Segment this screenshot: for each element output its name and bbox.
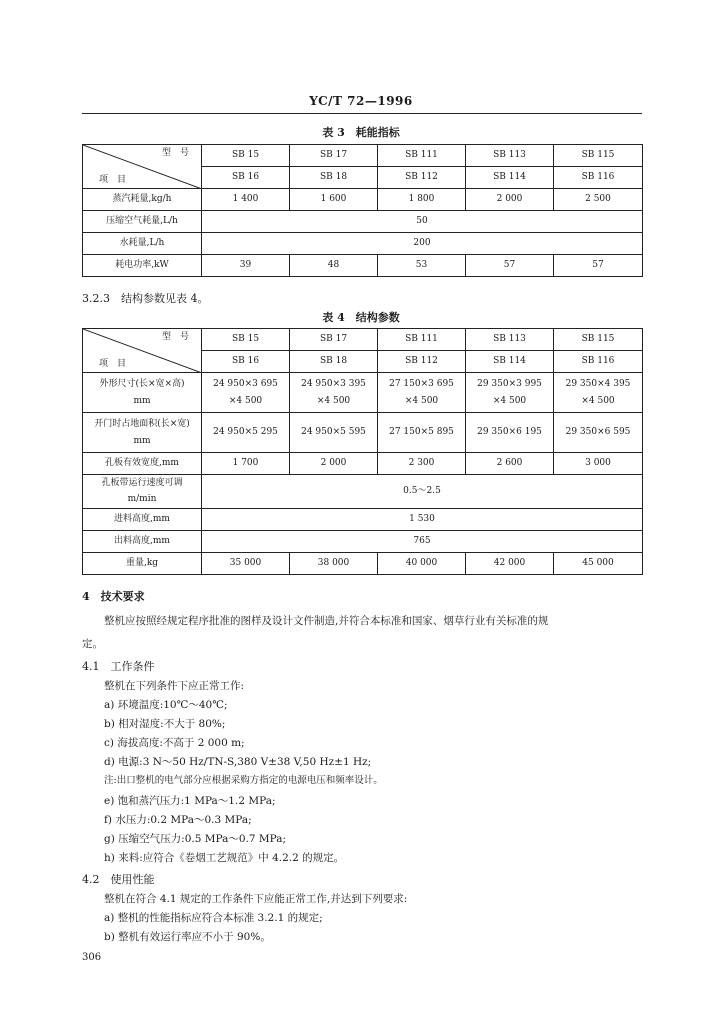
value-cell: 1 700 (202, 453, 290, 475)
value-cell: 39 (202, 255, 290, 277)
model-cell: SB 112 (378, 167, 466, 189)
value-cell: 3 000 (554, 453, 643, 475)
value-cell: 27 150×5 895 (378, 413, 466, 453)
row-label-out-height: 出料高度,mm (83, 531, 202, 553)
model-cell: SB 114 (466, 167, 554, 189)
condition-item: a) 环境温度:10℃～40℃; (104, 699, 228, 711)
value-cell: 2 600 (466, 453, 554, 475)
value-cell: 24 950×5 595 (290, 413, 378, 453)
model-cell: SB 116 (554, 351, 643, 373)
performance-item: a) 整机的性能指标应符合本标准 3.2.1 的规定; (104, 912, 323, 924)
section-4-2-intro: 整机在符合 4.1 规定的工作条件下应能正常工作,并达到下列要求: (104, 893, 408, 905)
model-cell: SB 18 (290, 167, 378, 189)
section-3-2-3: 3.2.3 结构参数见表 4。 (82, 292, 209, 305)
speed-unit: m/min (127, 494, 157, 504)
model-cell: SB 113 (466, 329, 554, 351)
model-cell: SB 115 (554, 329, 643, 351)
row-label-power: 耗电功率,kW (83, 255, 202, 277)
section-4-2-title: 4.2 使用性能 (82, 873, 155, 886)
value-cell: 1 800 (378, 189, 466, 211)
value-cell: 38 000 (290, 553, 378, 575)
value-cell-merged: 0.5～2.5 (202, 475, 643, 509)
head-item: 项 目 (99, 175, 127, 185)
table3 (82, 144, 643, 277)
value-cell (378, 373, 466, 413)
condition-item: f) 水压力:0.2 MPa～0.3 MPa; (104, 814, 252, 826)
dim-line1: 29 350×4 395 (565, 378, 631, 389)
model-cell: SB 18 (290, 351, 378, 373)
value-cell: 53 (378, 255, 466, 277)
value-cell: 29 350×6 195 (466, 413, 554, 453)
row-label-air: 压缩空气耗量,L/h (83, 211, 202, 233)
note: 注:出口整机的电气部分应根据采购方指定的电源电压和频率设计。 (104, 775, 383, 786)
model-cell: SB 16 (202, 167, 290, 189)
head-model: 型 号 (161, 148, 189, 158)
section-4-intro-line1: 整机应按照经规定程序批准的图样及设计文件制造,并符合本标准和国家、烟草行业有关标准的规 (104, 615, 549, 627)
head-item: 项 目 (99, 359, 127, 369)
dim-line2: ×4 500 (404, 395, 439, 406)
section-4-title: 4 技术要求 (82, 590, 145, 603)
value-cell: 57 (466, 255, 554, 277)
section-4-intro-line2: 定。 (82, 638, 103, 650)
value-cell: 35 000 (202, 553, 290, 575)
value-cell: 45 000 (554, 553, 643, 575)
dimensions-label-line1: 外形尺寸(长×宽×高) (99, 378, 185, 389)
section-4-1-intro: 整机在下列条件下应正常工作: (104, 680, 245, 692)
model-cell: SB 16 (202, 351, 290, 373)
row-label-water: 水耗量,L/h (83, 233, 202, 255)
value-cell-merged: 765 (202, 531, 643, 553)
table4-corner-header (83, 329, 202, 373)
dim-line1: 27 150×3 695 (389, 378, 454, 389)
dim-line2: ×4 500 (228, 395, 263, 406)
row-label-in-height: 进料高度,mm (83, 509, 202, 531)
model-cell: SB 15 (202, 145, 290, 167)
header-rule (82, 113, 642, 114)
value-cell: 2 500 (554, 189, 643, 211)
model-cell: SB 17 (290, 145, 378, 167)
value-cell: 57 (554, 255, 643, 277)
value-cell (202, 373, 290, 413)
condition-item: g) 压缩空气压力:0.5 MPa～0.7 MPa; (104, 833, 287, 845)
model-cell: SB 113 (466, 145, 554, 167)
dim-line2: ×4 500 (581, 395, 615, 406)
model-cell: SB 114 (466, 351, 554, 373)
value-cell-merged: 1 530 (202, 509, 643, 531)
value-cell (466, 373, 554, 413)
model-cell: SB 112 (378, 351, 466, 373)
value-cell-merged: 50 (202, 211, 643, 233)
condition-item: e) 饱和蒸汽压力:1 MPa～1.2 MPa; (104, 795, 276, 807)
condition-item: c) 海拔高度:不高于 2 000 m; (104, 737, 245, 749)
dim-line1: 24 950×3 395 (301, 378, 366, 389)
dimensions-unit: mm (133, 395, 151, 406)
value-cell: 29 350×6 595 (554, 413, 643, 453)
value-cell: 1 600 (290, 189, 378, 211)
dim-line1: 24 950×3 695 (213, 378, 278, 389)
value-cell: 2 000 (290, 453, 378, 475)
section-4-1-title: 4.1 工作条件 (82, 660, 155, 673)
page-number: 306 (82, 952, 102, 963)
speed-label-line1: 孔板带运行速度可调 (101, 478, 183, 488)
value-cell-merged: 200 (202, 233, 643, 255)
row-label-weight: 重量,kg (83, 553, 202, 575)
dim-line2: ×4 500 (492, 395, 527, 406)
model-cell: SB 116 (554, 167, 643, 189)
condition-item: b) 相对湿度:不大于 80%; (104, 718, 226, 730)
table4-caption: 表 4 结构参数 (322, 311, 400, 324)
value-cell: 42 000 (466, 553, 554, 575)
value-cell: 48 (290, 255, 378, 277)
model-cell: SB 15 (202, 329, 290, 351)
row-label-dimensions (83, 373, 202, 413)
value-cell (290, 373, 378, 413)
head-model: 型 号 (161, 332, 189, 342)
model-cell: SB 115 (554, 145, 643, 167)
condition-item: h) 来料:应符合《卷烟工艺规范》中 4.2.2 的规定。 (104, 852, 345, 864)
footprint-label-line1: 开门时占地面积(长×宽) (94, 418, 190, 429)
table3-corner-header (83, 145, 202, 189)
value-cell: 2 000 (466, 189, 554, 211)
running-header: YC/T 72—1996 (309, 94, 413, 108)
row-label-width: 孔板有效宽度,mm (83, 453, 202, 475)
table3-caption: 表 3 耗能指标 (322, 126, 400, 139)
row-label-footprint (83, 413, 202, 453)
table4 (82, 328, 643, 575)
condition-item: d) 电源:3 N～50 Hz/TN-S,380 V±38 V,50 Hz±1 Hz; (104, 756, 372, 768)
value-cell: 40 000 (378, 553, 466, 575)
value-cell: 24 950×5 295 (202, 413, 290, 453)
value-cell: 1 400 (202, 189, 290, 211)
footprint-unit: mm (133, 435, 151, 446)
dim-line1: 29 350×3 995 (477, 378, 542, 389)
value-cell (554, 373, 643, 413)
model-cell: SB 111 (378, 329, 466, 351)
value-cell: 2 300 (378, 453, 466, 475)
row-label-speed (83, 475, 202, 509)
model-cell: SB 111 (378, 145, 466, 167)
dim-line2: ×4 500 (316, 395, 351, 406)
model-cell: SB 17 (290, 329, 378, 351)
row-label-steam: 蒸汽耗量,kg/h (83, 189, 202, 211)
performance-item: b) 整机有效运行率应不小于 90%。 (104, 931, 271, 943)
